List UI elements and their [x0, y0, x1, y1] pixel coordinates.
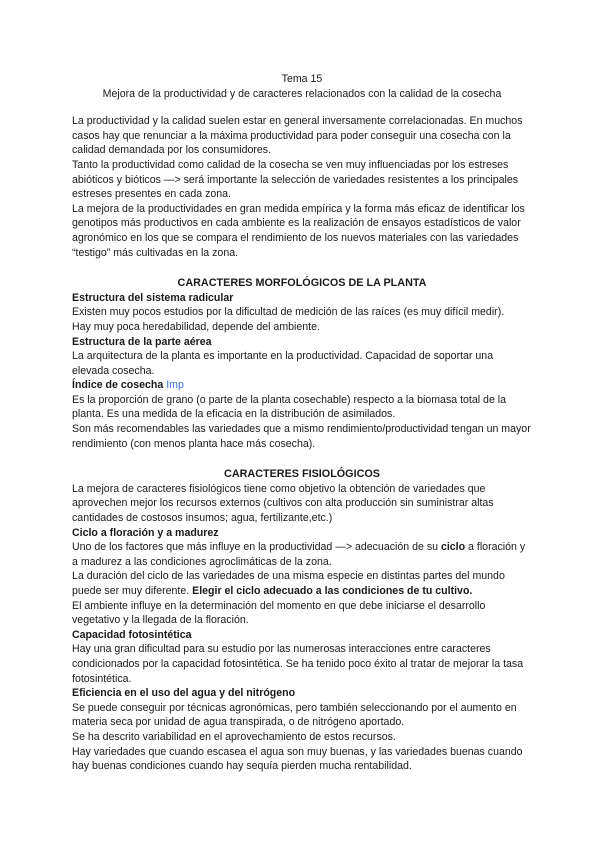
subheading-fotosintetica: Capacidad fotosintética	[72, 628, 192, 641]
document-body	[72, 72, 532, 774]
indice-paragraph-1: Es la proporción de grano (o parte de la planta cosechable) respecto a la biomasa total de la planta. Es una medida de la eficacia en la distribución de asimilados.	[72, 393, 507, 421]
eficiencia-paragraph-1: Se puede conseguir por técnicas agronómicas, pero también seleccionando por el aumento en materia seca por unidad de agua transpirada, o de nitrógeno aportado.	[72, 701, 517, 729]
intro-paragraph-2: Tanto la productividad como calidad de la cosecha se ven muy influenciadas por los estreses abióticos y bióticos —> será importante la selección de variedades resistentes a los principales estreses presentes en cada zona.	[72, 158, 519, 201]
subheading-parte-aerea: Estructura de la parte aérea	[72, 335, 212, 348]
subheading-eficiencia: Eficiencia en el uso del agua y del nitrógeno	[72, 687, 296, 700]
eficiencia-paragraph-3: Hay variedades que cuando escasea el agua son muy buenas, y las variedades buenas cuando hay buenas condiciones cuando hay sequía pierden mucha rentabilidad.	[72, 745, 523, 773]
fisiologicos-intro: La mejora de caracteres fisiológicos tiene como objetivo la obtención de variedades que aprovechen mejor los recursos externos (cultivos con alta producción sin suministrar altas cantidades de costosos insumos; agua, fertilizante,etc.)	[72, 482, 494, 525]
ciclo-paragraph-1	[72, 540, 532, 569]
radicular-paragraph-2: Hay muy poca heredabilidad, depende del ambiente.	[72, 320, 320, 333]
ciclo-p2-text: La duración del ciclo de las variedades de una misma especie en distintas partes del mundo puede ser muy diferente.	[72, 570, 505, 597]
eficiencia-paragraph-2: Se ha descrito variabilidad en el aprovechamiento de estos recursos.	[72, 730, 396, 743]
ciclo-paragraph-3: El ambiente influye en la determinación del momento en que debe iniciarse el desarrollo vegetativo y la llegada de la floración.	[72, 599, 486, 627]
subheading-indice-cosecha	[72, 378, 532, 393]
indice-paragraph-2: Son más recomendables las variedades que a mismo rendimiento/productividad tengan un mayor rendimiento (con menos planta hace más cosecha).	[72, 423, 531, 450]
ciclo-paragraph-2	[72, 569, 532, 598]
fotosintetica-paragraph-1: Hay una gran dificultad para su estudio por las numerosas interacciones entre caracteres condicionados por la capacidad fotosintética. Se ha tenido poco éxito al tratar de mejorar la tasa fotosintética.	[72, 643, 524, 685]
aerea-paragraph-1: La arquitectura de la planta es importante en la productividad. Capacidad de soportar una elevada cosecha.	[72, 350, 494, 377]
section-heading-morfologicos: CARACTERES MORFOLÓGICOS DE LA PLANTA	[177, 277, 427, 290]
ciclo-p1-text-end: a floración y a madurez a las condiciones agroclimáticas de la zona.	[72, 541, 526, 568]
ciclo-p2-bold: Elegir el ciclo adecuado a las condiciones de tu cultivo.	[192, 585, 473, 597]
ciclo-p1-bold: ciclo	[440, 541, 466, 554]
ciclo-p1-text: Uno de los factores que más influye en la productividad —> adecuación de su	[72, 541, 441, 554]
section-heading-fisiologicos: CARACTERES FISIOLÓGICOS	[224, 468, 380, 481]
topic-number: Tema 15	[281, 73, 323, 85]
importance-tag: Imp	[166, 379, 184, 392]
subheading-ciclo: Ciclo a floración y a madurez	[72, 526, 219, 539]
subheading-sistema-radicular: Estructura del sistema radicular	[72, 291, 234, 304]
radicular-paragraph-1: Existen muy pocos estudios por la dificultad de medición de las raíces (es muy difícil medir).	[72, 306, 505, 319]
indice-cosecha-title: Índice de cosecha	[72, 379, 164, 392]
intro-paragraph-3: La mejora de la productividades en gran medida empírica y la forma más eficaz de identificar los genotipos más productivos en cada ambiente es la realización de ensayos estadísticos de valor agronómico en los que se compara el rendimiento de los nuevos materiales con las variedades “testigo” más cultivadas en la zona.	[72, 202, 525, 259]
intro-paragraph-1: La productividad y la calidad suelen estar en general inversamente correlacionadas. En muchos casos hay que renunciar a la máxima productividad para poder conseguir una cosecha con la calidad demandada por los consumidores.	[72, 115, 523, 157]
document-title: Mejora de la productividad y de caracteres relacionados con la calidad de la cosecha	[102, 87, 502, 100]
